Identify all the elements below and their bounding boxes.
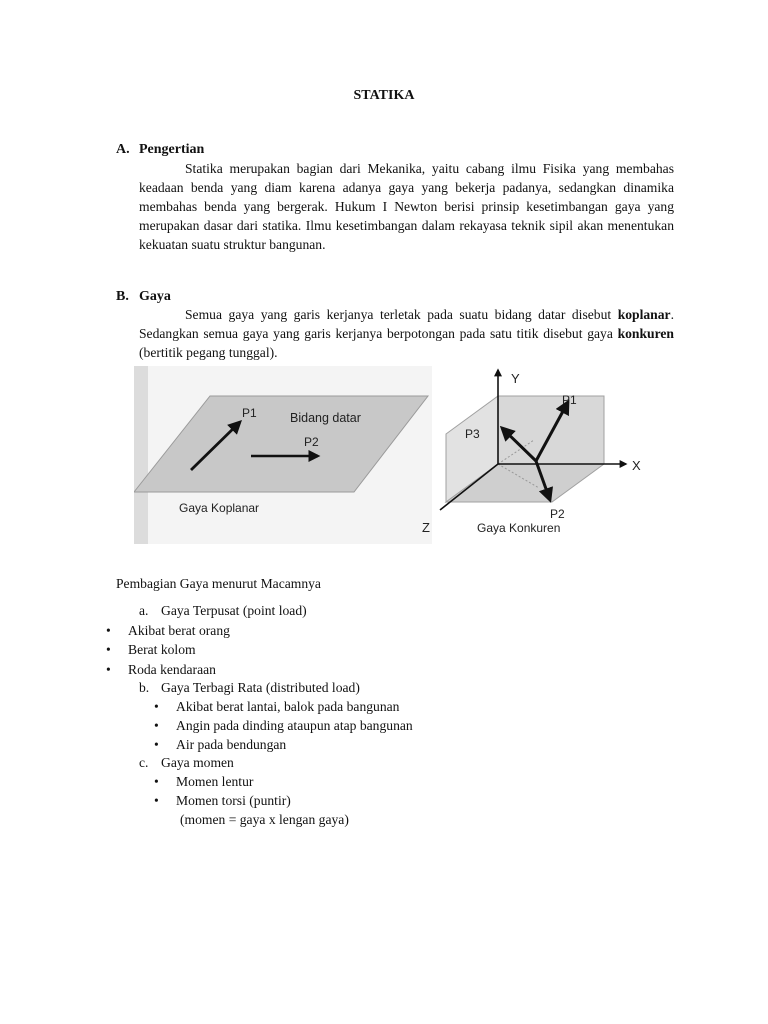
moment-note: (momen = gaya x lengan gaya): [180, 812, 349, 827]
concurrent-caption: Gaya Konkuren: [477, 521, 561, 535]
section-a-heading: [116, 142, 204, 158]
term-konkuren: konkuren: [617, 326, 674, 341]
division-c-label: Gaya momen: [161, 755, 234, 770]
coplanar-caption: Gaya Koplanar: [179, 501, 260, 515]
list-item: • Momen lentur: [154, 774, 254, 789]
section-a-body-block: [139, 159, 674, 254]
concurrent-p1-label: P1: [562, 393, 577, 407]
concurrent-p3-label: P3: [465, 427, 480, 441]
division-b-marker: b.: [139, 680, 150, 695]
section-b-body-3: (bertitik pegang tunggal).: [139, 345, 278, 360]
box-back-face: [498, 396, 604, 464]
section-b-body-2: . Sedangkan semua gaya yang garis kerjanya berpotongan pada satu titik disebut gaya: [139, 307, 674, 341]
list-item: • Berat kolom: [106, 642, 196, 657]
section-a-number: A.: [116, 142, 130, 157]
coplanar-p1-label: P1: [242, 406, 257, 420]
division-b: [139, 678, 360, 697]
section-b-title: Gaya: [139, 289, 171, 304]
list-item: • Roda kendaraan: [106, 662, 216, 677]
section-b-body-1: Semua gaya yang garis kerjanya terletak pada suatu bidang datar disebut: [185, 307, 612, 322]
coplanar-panel-edge: [134, 366, 148, 544]
section-b-heading: [116, 289, 171, 305]
division-c-marker: c.: [139, 755, 149, 770]
list-item: • Akibat berat lantai, balok pada bangunan: [154, 699, 400, 714]
division-a: [139, 601, 307, 620]
list-item: • Momen torsi (puntir): [154, 793, 291, 808]
page-title: STATIKA: [353, 88, 415, 103]
section-b-number: B.: [116, 289, 129, 304]
section-a-title: Pengertian: [139, 142, 205, 157]
list-item: • Akibat berat orang: [106, 623, 230, 638]
division-a-marker: a.: [139, 603, 149, 618]
concurrent-p2-label: P2: [550, 507, 565, 521]
axis-y-label: Y: [511, 371, 520, 386]
axis-z-label: Z: [422, 520, 430, 535]
axis-x-label: X: [632, 458, 641, 473]
division-heading: Pembagian Gaya menurut Macamnya: [116, 576, 321, 591]
term-koplanar: koplanar: [617, 307, 671, 322]
list-item: • Air pada bendungan: [154, 737, 287, 752]
division-a-label: Gaya Terpusat (point load): [161, 603, 307, 618]
list-item: • Angin pada dinding ataupun atap bangunan: [154, 718, 413, 733]
section-a-body: Statika merupakan bagian dari Mekanika, yaitu cabang ilmu Fisika yang membahas keadaan benda yang diam karena adanya gaya yang bekerja padanya, sedangkan dinamika membahas benda yang bergerak. Hukum I Newton berisi prinsip kesetimbangan gaya yang merupakan dasar dari statika. Ilmu kesetimbangan dalam rekayasa teknik sipil akan menentukan kekuatan suatu struktur bangunan.: [139, 161, 674, 252]
force-figure: [134, 366, 676, 544]
division-c: [139, 753, 234, 772]
division-b-label: Gaya Terbagi Rata (distributed load): [161, 680, 360, 695]
section-b-body-block: [139, 305, 674, 362]
coplanar-p2-label: P2: [304, 435, 319, 449]
plane-label: Bidang datar: [290, 411, 361, 425]
